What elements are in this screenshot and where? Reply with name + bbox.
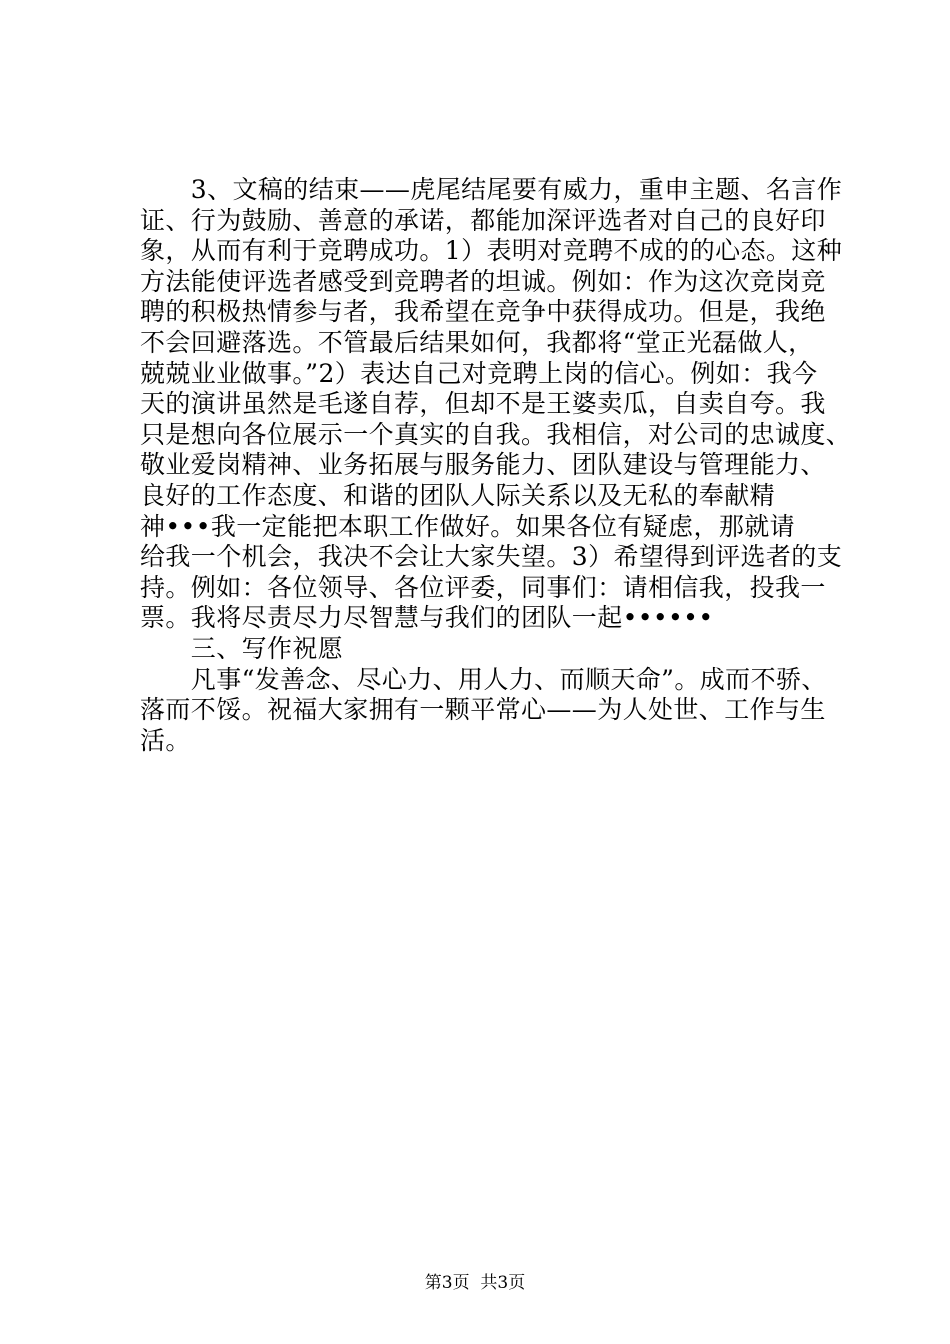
text-line: 敬业爱岗精神、业务拓展与服务能力、团队建设与管理能力、 — [140, 450, 826, 480]
section-heading: 三、写作祝愿 — [140, 633, 344, 663]
text-line: 兢兢业业做事。”2）表达自己对竞聘上岗的信心。例如：我今 — [140, 358, 818, 388]
text-line: 活。 — [140, 725, 191, 755]
text-line: 3、文稿的结束——虎尾结尾要有威力，重申主题、名言作 — [140, 175, 843, 204]
text-line: 票。我将尽责尽力尽智慧与我们的团队一起•••••• — [140, 603, 714, 633]
text-line: 良好的工作态度、和谐的团队人际关系以及无私的奉献精 — [140, 480, 776, 510]
text-line: 象，从而有利于竞聘成功。1）表明对竞聘不成的的心态。这种 — [140, 236, 843, 266]
text-line: 给我一个机会，我决不会让大家失望。3）希望得到评选者的支 — [140, 542, 843, 572]
text-line: 神•••我一定能把本职工作做好。如果各位有疑虑，那就请 — [140, 511, 796, 541]
text-line: 聘的积极热情参与者，我希望在竞争中获得成功。但是，我绝 — [140, 297, 826, 327]
page-number: 第3页 共3页 — [424, 1273, 526, 1293]
text-line: 凡事“发善念、尽心力、用人力、而顺天命”。成而不骄、 — [140, 664, 827, 694]
text-line: 证、行为鼓励、善意的承诺，都能加深评选者对自己的良好印 — [140, 205, 826, 235]
text-line: 方法能使评选者感受到竞聘者的坦诚。例如：作为这次竞岗竞 — [140, 266, 826, 296]
document-body — [140, 175, 852, 756]
text-line: 落而不馁。祝福大家拥有一颗平常心——为人处世、工作与生 — [140, 695, 826, 725]
text-line: 只是想向各位展示一个真实的自我。我相信，对公司的忠诚度、 — [140, 419, 852, 449]
text-line: 持。例如：各位领导、各位评委，同事们：请相信我，投我一 — [140, 572, 826, 602]
text-line: 不会回避落选。不管最后结果如何，我都将“堂正光磊做人， — [140, 327, 814, 357]
text-line: 天的演讲虽然是毛遂自荐，但却不是王婆卖瓜，自卖自夸。我 — [140, 389, 826, 419]
page-footer — [0, 1272, 950, 1294]
